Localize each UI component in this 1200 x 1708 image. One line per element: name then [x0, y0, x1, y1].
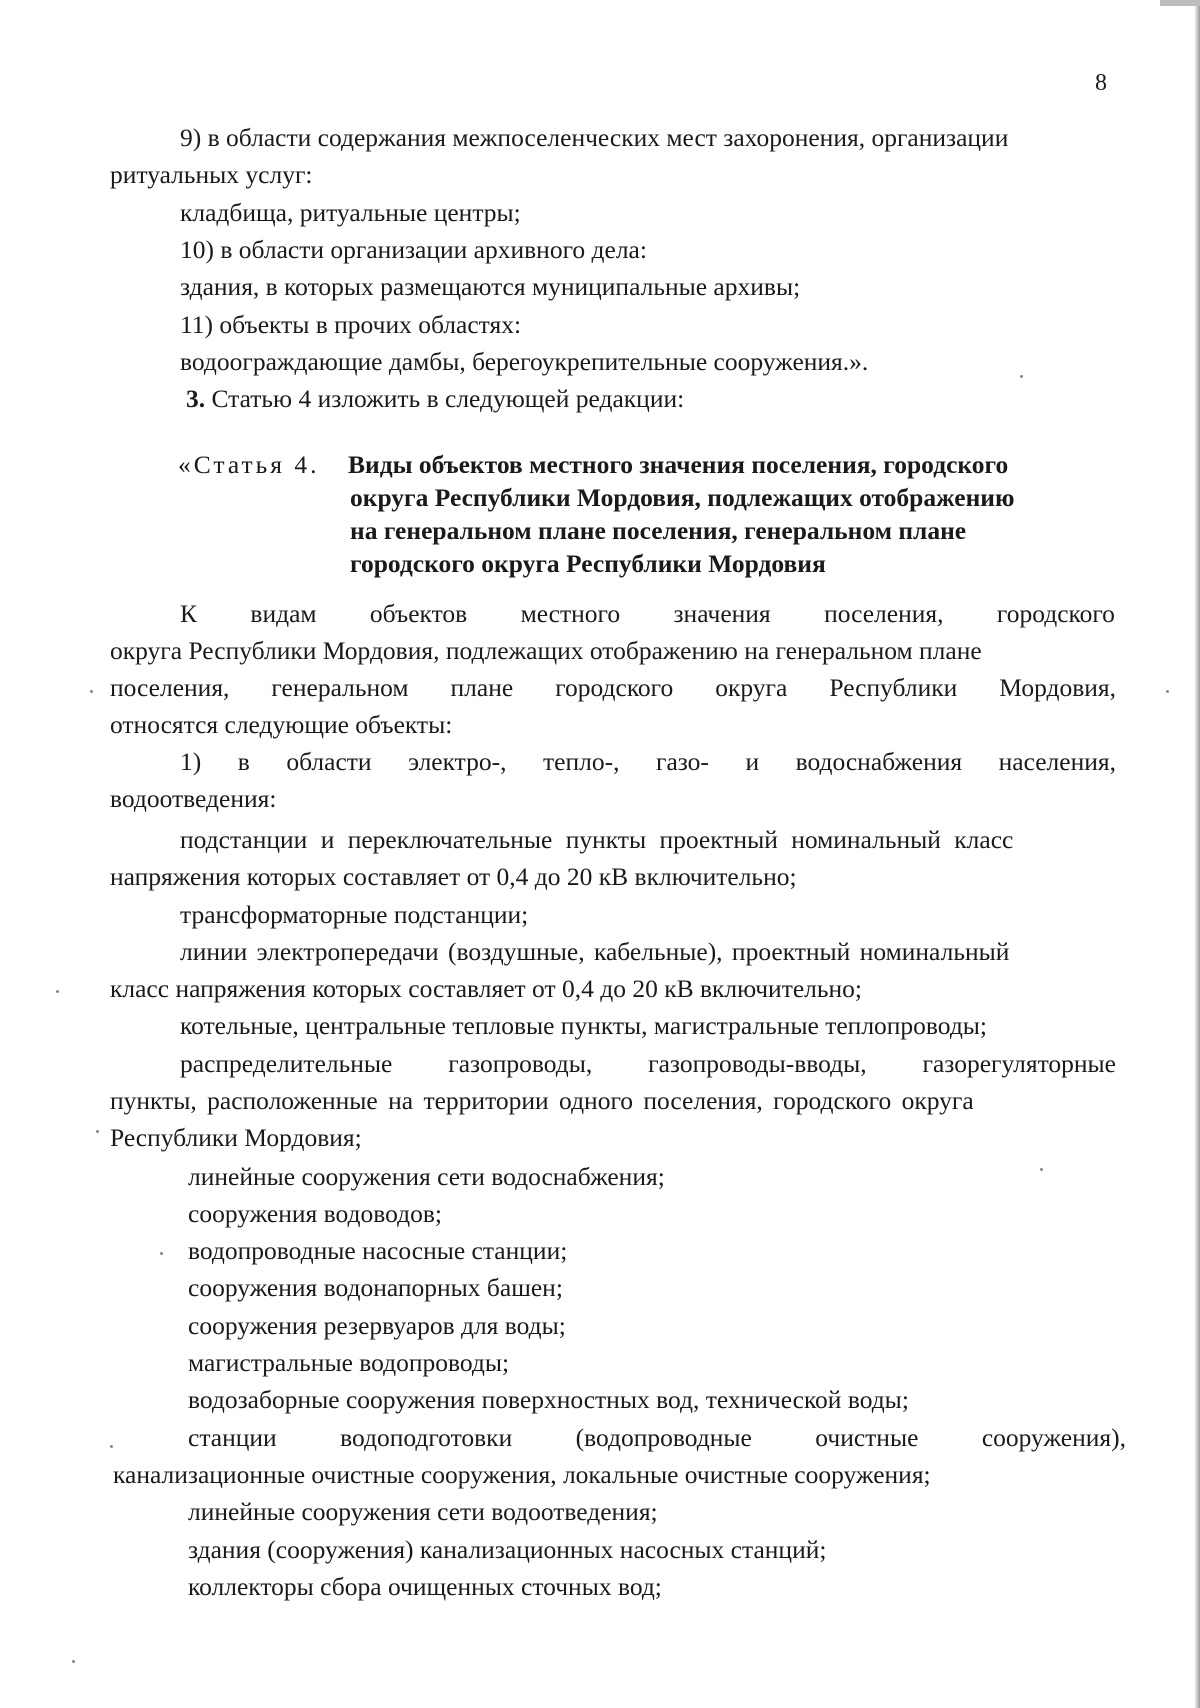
- word: округа: [715, 673, 788, 702]
- word: (водопроводные: [575, 1423, 752, 1452]
- scan-speck: [1166, 690, 1169, 693]
- list-treatment-line-1: [188, 1421, 1126, 1455]
- list-water-intakes: водозаборные сооружения поверхностных вод, технической воды;: [188, 1385, 909, 1414]
- list-water-networks: линейные сооружения сети водоснабжения;: [188, 1162, 665, 1191]
- word: станции: [188, 1423, 277, 1452]
- item-1-line-1: [180, 745, 1116, 779]
- word: значения: [673, 599, 771, 628]
- list-gas-line-3: Республики Мордовия;: [110, 1123, 362, 1152]
- list-water-conduits: сооружения водоводов;: [188, 1199, 442, 1228]
- list-treatment-line-2: канализационные очистные сооружения, локальные очистные сооружения;: [113, 1460, 931, 1489]
- scan-edge-shadow: [1194, 0, 1200, 1708]
- scan-speck: [110, 1445, 113, 1448]
- paragraph-dams: водоограждающие дамбы, берегоукрепительные сооружения.».: [180, 347, 869, 376]
- word: видам: [250, 599, 317, 628]
- paragraph-9-line-2: ритуальных услуг:: [110, 160, 313, 189]
- paragraph-9-line-1: 9) в области содержания межпоселенческих мест захоронения, организации: [180, 123, 1009, 152]
- list-power-lines-line-1: линии электропередачи (воздушные, кабельные), проектный номинальный: [180, 937, 1010, 966]
- word: и: [745, 747, 760, 776]
- list-pumping-stations: водопроводные насосные станции;: [188, 1236, 568, 1265]
- word: водоснабжения: [795, 747, 963, 776]
- paragraph-cemeteries: кладбища, ритуальные центры;: [180, 198, 521, 227]
- word: Мордовия,: [999, 673, 1116, 702]
- page-number: 8: [1095, 70, 1107, 96]
- word: 1): [180, 747, 202, 776]
- paragraph-11: 11) объекты в прочих областях:: [180, 310, 522, 339]
- word: К: [180, 599, 198, 628]
- word: распределительные: [180, 1049, 393, 1078]
- list-wastewater-collectors: коллекторы сбора очищенных сточных вод;: [188, 1572, 662, 1601]
- article-prefix: «Статья 4.: [178, 450, 320, 479]
- scan-speck: [160, 1252, 163, 1255]
- instruction-text: Статью 4 изложить в следующей редакции:: [205, 384, 685, 413]
- list-boilers: котельные, центральные тепловые пункты, магистральные теплопроводы;: [180, 1011, 988, 1040]
- word: газопроводы-вводы,: [648, 1049, 867, 1078]
- word: газопроводы,: [448, 1049, 593, 1078]
- list-sewer-pumping-stations: здания (сооружения) канализационных насосных станций;: [188, 1535, 827, 1564]
- article-title-line-3: на генеральном плане поселения, генеральном плане: [350, 516, 967, 545]
- list-gas-line-1: [180, 1047, 1116, 1081]
- list-transformers: трансформаторные подстанции;: [180, 900, 529, 929]
- scan-corner-shadow: [1160, 0, 1200, 6]
- word: области: [286, 747, 372, 776]
- list-power-lines-line-2: класс напряжения которых составляет от 0,4 до 20 кВ включительно;: [110, 974, 862, 1003]
- word: сооружения),: [981, 1423, 1126, 1452]
- word: газо-: [655, 747, 709, 776]
- word: населения,: [998, 747, 1116, 776]
- article-title-line-1: Виды объектов местного значения поселения, городского: [348, 450, 1009, 479]
- word: электро-,: [408, 747, 507, 776]
- paragraph-10: 10) в области организации архивного дела:: [180, 235, 647, 264]
- word: тепло-,: [543, 747, 620, 776]
- word: Республики: [829, 673, 958, 702]
- scan-speck: [90, 690, 93, 693]
- scan-speck: [1040, 1168, 1043, 1171]
- list-gas-line-2: пункты, расположенные на территории одного поселения, городского округа: [110, 1086, 974, 1115]
- word: поселения,: [110, 673, 230, 702]
- word: генеральном: [271, 673, 409, 702]
- list-water-towers: сооружения водонапорных башен;: [188, 1273, 563, 1302]
- scan-speck: [72, 1660, 75, 1663]
- item-number-3: 3.: [186, 384, 206, 413]
- scan-speck: [56, 990, 59, 993]
- paragraph-3-instruction: [186, 382, 684, 416]
- word: местного: [520, 599, 621, 628]
- intro-line-1: [180, 597, 1115, 631]
- scan-speck: [96, 1130, 99, 1133]
- word: в: [237, 747, 250, 776]
- word: очистные: [815, 1423, 919, 1452]
- list-sewer-networks: линейные сооружения сети водоотведения;: [188, 1497, 658, 1526]
- list-substations-line-2: напряжения которых составляет от 0,4 до 20 кВ включительно;: [110, 862, 797, 891]
- intro-line-4: относятся следующие объекты:: [110, 710, 453, 739]
- word: поселения,: [824, 599, 944, 628]
- word: газорегуляторные: [922, 1049, 1116, 1078]
- paragraph-archives: здания, в которых размещаются муниципальные архивы;: [180, 272, 801, 301]
- word: плане: [450, 673, 514, 702]
- word: городского: [996, 599, 1115, 628]
- word: объектов: [369, 599, 468, 628]
- intro-line-2: округа Республики Мордовия, подлежащих отображению на генеральном плане: [110, 636, 982, 665]
- item-1-line-2: водоотведения:: [110, 784, 277, 813]
- list-substations-line-1: подстанции и переключательные пункты проектный номинальный класс: [180, 825, 1014, 854]
- article-title-line-2: округа Республики Мордовия, подлежащих отображению: [350, 483, 1015, 512]
- list-reservoirs: сооружения резервуаров для воды;: [188, 1311, 566, 1340]
- scan-speck: [1020, 375, 1023, 378]
- intro-line-3: [110, 671, 1116, 705]
- article-title-line-4: городского округа Республики Мордовия: [350, 549, 826, 578]
- word: водоподготовки: [340, 1423, 513, 1452]
- word: городского: [555, 673, 674, 702]
- list-main-water-pipes: магистральные водопроводы;: [188, 1348, 510, 1377]
